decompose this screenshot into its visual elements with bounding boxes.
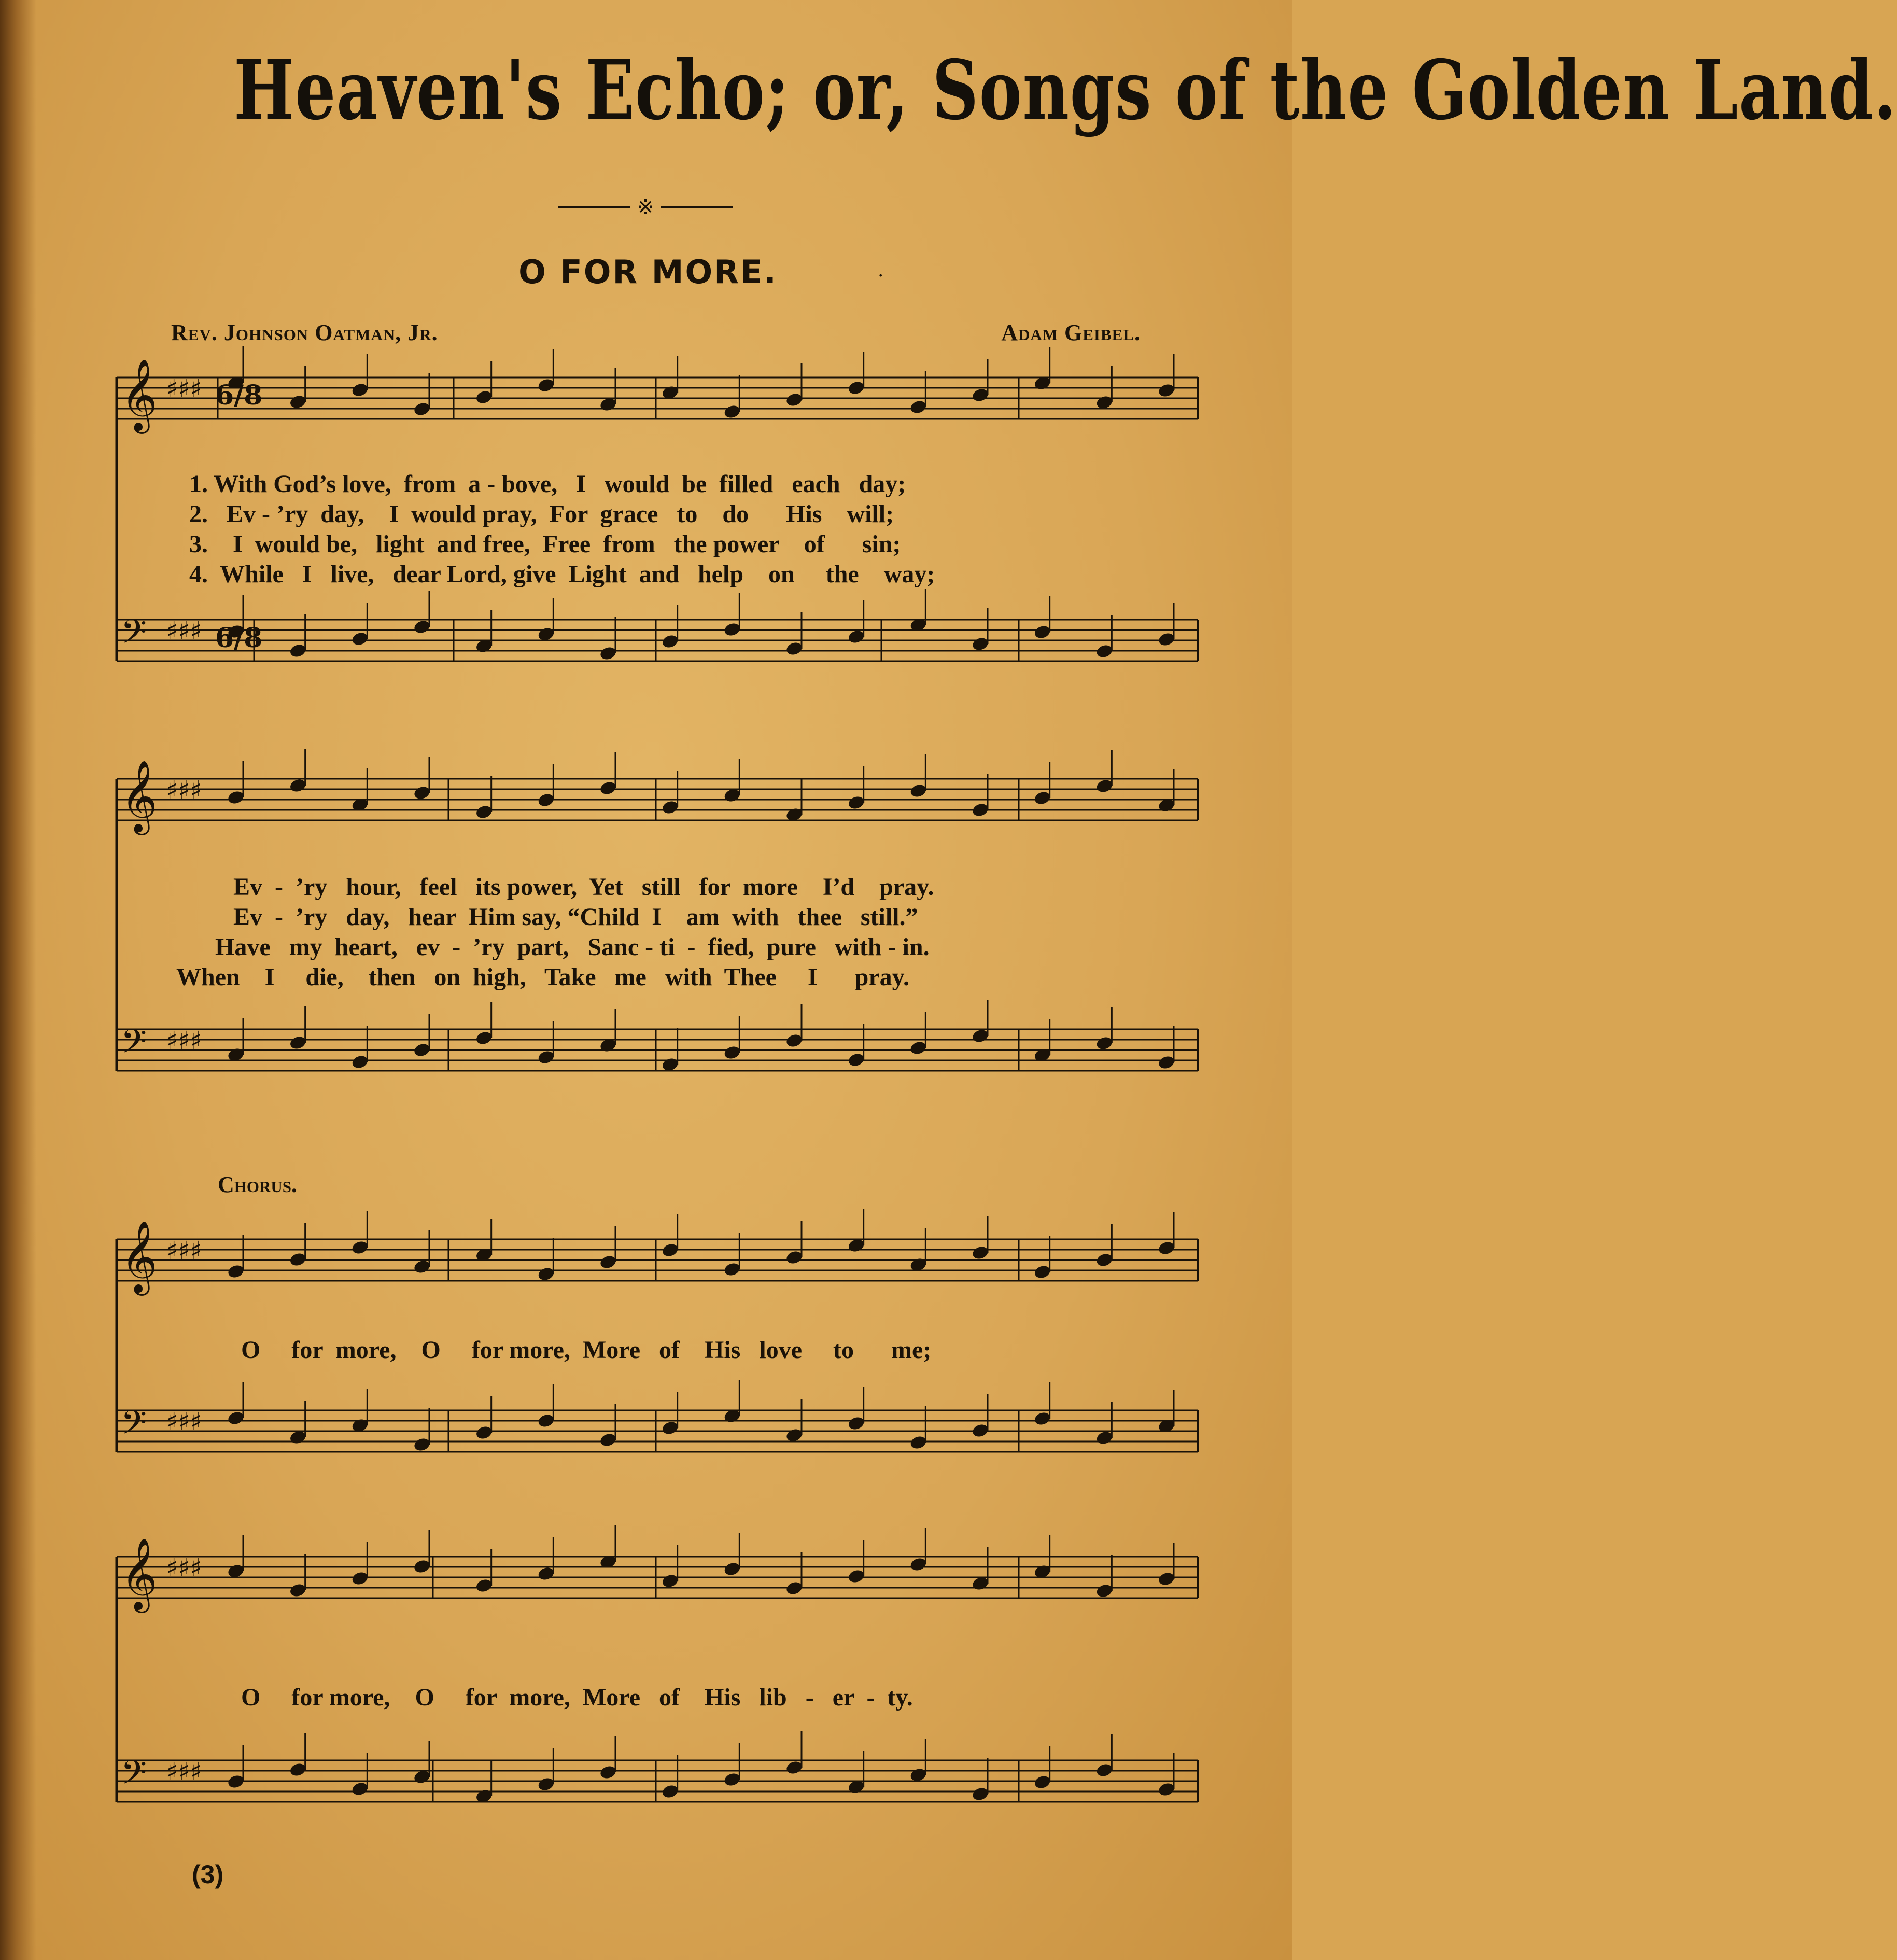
key-signature-sharps: ♯♯♯ [166, 1407, 202, 1436]
key-signature-sharps: ♯♯♯ [166, 1026, 202, 1055]
time-signature-bass: 6/8 [215, 622, 263, 654]
composer-credit: Adam Geibel. [1001, 320, 1141, 345]
verse-2-line-2: Ev - ’ry day, hear Him say, “Child I am with thee still.” [233, 903, 918, 931]
stray-dot: · [878, 265, 884, 287]
time-signature-treble: 6/8 [215, 380, 263, 411]
book-title: Heaven's Echo; or, Songs of the Golden Land. [234, 43, 1897, 138]
ornament-glyph: ※ [637, 195, 654, 219]
bass-clef-icon: 𝄢 [121, 1404, 147, 1450]
treble-clef-icon: 𝄞 [121, 1221, 158, 1293]
key-signature-sharps: ♯♯♯ [166, 1757, 202, 1786]
treble-clef-icon: 𝄞 [121, 760, 158, 832]
chorus-line-1: O for more, O for more, More of His love to me; [241, 1336, 932, 1364]
chorus-line-2: O for more, O for more, More of His lib - er - ty. [241, 1684, 913, 1711]
key-signature-sharps: ♯♯♯ [166, 776, 202, 805]
key-signature-sharps: ♯♯♯ [166, 1553, 202, 1583]
author-credit: Rev. Johnson Oatman, Jr. [171, 320, 438, 345]
bass-clef-icon: 𝄢 [121, 1023, 147, 1069]
treble-clef-icon: 𝄞 [121, 359, 158, 431]
key-signature-sharps: ♯♯♯ [166, 617, 202, 646]
bass-clef-icon: 𝄢 [121, 613, 147, 660]
verse-4-line-1: 4. While I live, dear Lord, give Light and help on the way; [189, 561, 935, 588]
verse-2-line-1: 2. Ev - ’ry day, I would pray, For grace to do His will; [189, 500, 894, 528]
page-number: (3) [192, 1860, 224, 1889]
verse-1-line-1: 1. With God’s love, from a - bove, I would be filled each day; [189, 470, 906, 498]
chorus-label: Chorus. [218, 1172, 298, 1197]
treble-clef-icon: 𝄞 [121, 1538, 158, 1610]
bass-clef-icon: 𝄢 [121, 1754, 147, 1800]
song-title: O FOR MORE. [518, 253, 778, 291]
verse-3-line-1: 3. I would be, light and free, Free from the power of sin; [189, 530, 901, 558]
verse-3-line-2: Have my heart, ev - ’ry part, Sanc - ti - fied, pure with - in. [215, 933, 930, 961]
key-signature-sharps: ♯♯♯ [166, 374, 202, 403]
verse-4-line-2: When I die, then on high, Take me with Thee I pray. [176, 963, 910, 991]
verse-1-line-2: Ev - ’ry hour, feel its power, Yet still for more I’d pray. [233, 873, 934, 901]
key-signature-sharps: ♯♯♯ [166, 1236, 202, 1265]
